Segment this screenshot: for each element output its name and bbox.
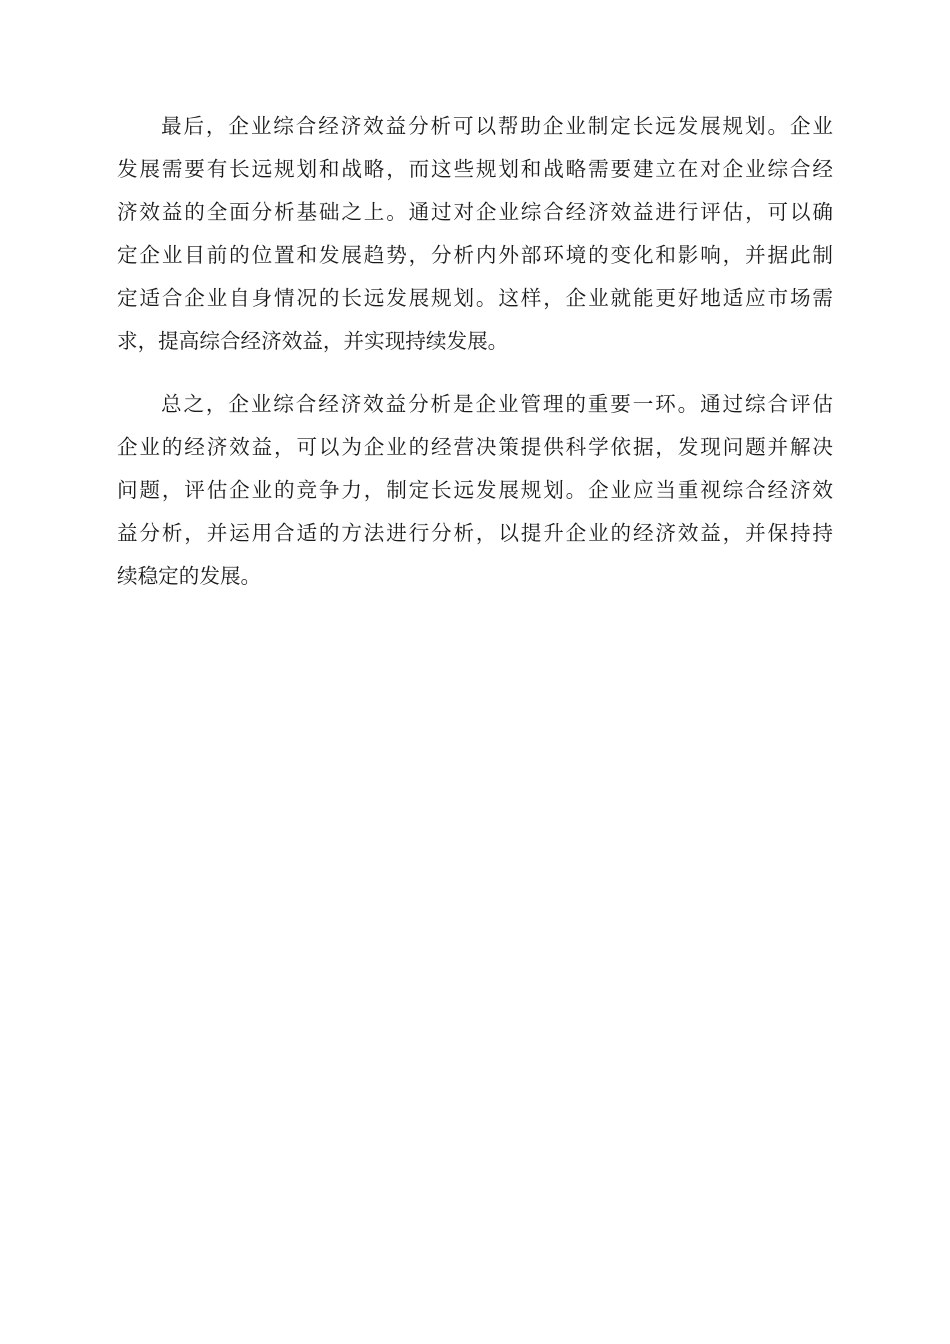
text-line: 最后，企业综合经济效益分析可以帮助企业制定长远发展规划。企业 <box>161 114 833 138</box>
text-line: 发展需要有长远规划和战略，而这些规划和战略需要建立在对企业综合经 <box>117 157 833 181</box>
text-line: 企业的经济效益，可以为企业的经营决策提供科学依据，发现问题并解决 <box>117 435 833 459</box>
text-line: 益分析，并运用合适的方法进行分析，以提升企业的经济效益，并保持持 <box>117 521 833 545</box>
text-line: 定企业目前的位置和发展趋势，分析内外部环境的变化和影响，并据此制 <box>117 243 833 267</box>
text-line: 定适合企业自身情况的长远发展规划。这样，企业就能更好地适应市场需 <box>117 286 833 310</box>
text-line: 续稳定的发展。 <box>117 564 262 588</box>
text-line: 求，提高综合经济效益，并实现持续发展。 <box>117 329 509 353</box>
text-line: 问题，评估企业的竞争力，制定长远发展规划。企业应当重视综合经济效 <box>117 478 833 502</box>
text-line: 济效益的全面分析基础之上。通过对企业综合经济效益进行评估，可以确 <box>117 200 833 224</box>
text-line: 总之，企业综合经济效益分析是企业管理的重要一环。通过综合评估 <box>161 392 833 416</box>
